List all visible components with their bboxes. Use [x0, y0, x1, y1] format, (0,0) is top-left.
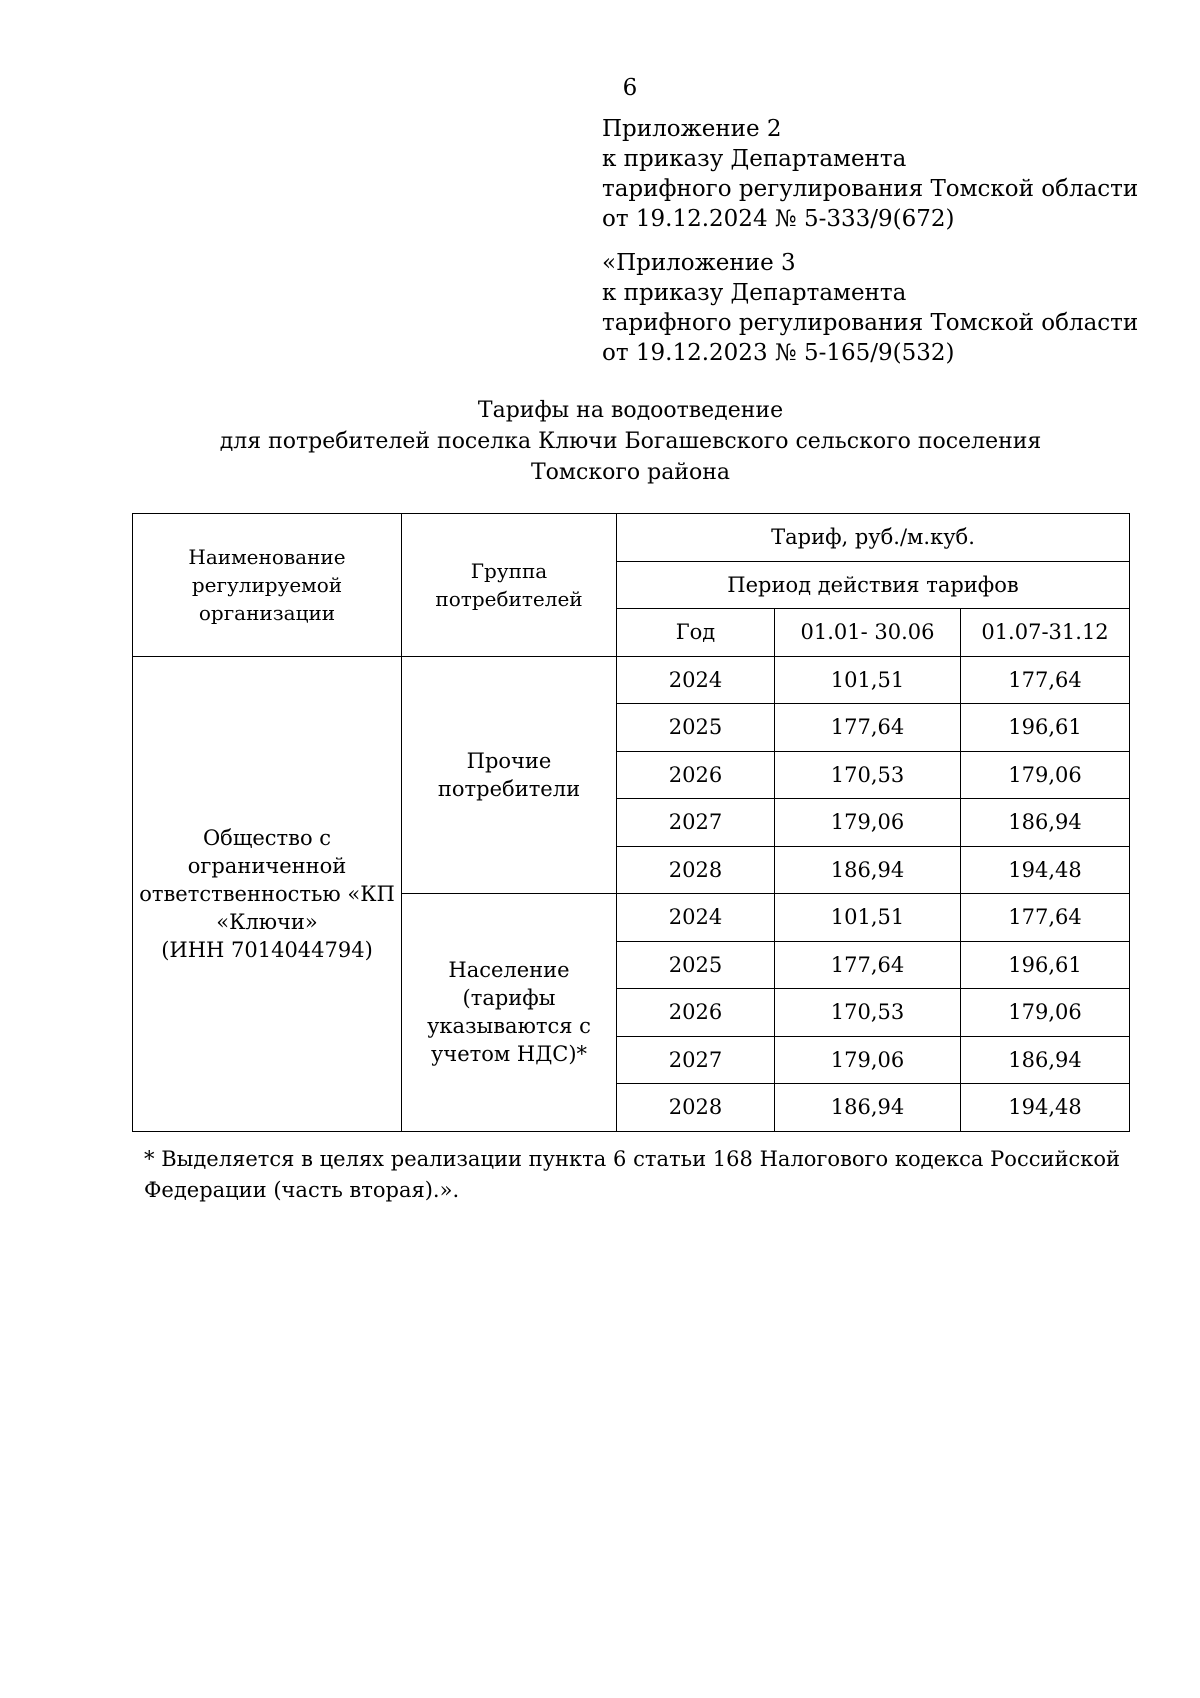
header-org-line2: регулируемой [191, 572, 343, 597]
year-cell: 2027 [617, 1036, 775, 1084]
organization-cell [133, 656, 402, 1131]
appendix-amended-line3: тарифного регулирования Томской области [602, 310, 1139, 336]
org-line3: ответственностью «КП [139, 881, 395, 906]
appendix-amended-line2: к приказу Департамента [602, 280, 907, 306]
tariff-h2-cell: 186,94 [961, 1036, 1130, 1084]
tariff-h2-cell: 186,94 [961, 799, 1130, 847]
footnote: * Выделяется в целях реализации пункта 6 статьи 168 Налогового кодекса Российской Федерации (часть вторая).». [144, 1147, 1120, 1202]
header-year: Год [617, 609, 775, 657]
tariff-h2-cell: 196,61 [961, 704, 1130, 752]
appendix-current-line3: тарифного регулирования Томской области [602, 176, 1139, 202]
header-group-line1: Группа [470, 558, 548, 583]
year-cell: 2027 [617, 799, 775, 847]
header-row-tariff [133, 514, 1130, 562]
tariff-h2-cell: 179,06 [961, 751, 1130, 799]
appendix-current-line1: Приложение 2 [602, 116, 782, 142]
group-other-line1: Прочие [466, 748, 552, 773]
year-cell: 2026 [617, 989, 775, 1037]
header-half1: 01.01- 30.06 [775, 609, 961, 657]
tariff-h1-cell: 177,64 [775, 704, 961, 752]
appendix-current-line4: от 19.12.2024 № 5-333/9(672) [602, 206, 955, 232]
header-org-line3: организации [198, 600, 336, 625]
year-cell: 2025 [617, 941, 775, 989]
tariff-h2-cell: 194,48 [961, 1084, 1130, 1132]
header-group-line2: потребителей [435, 586, 583, 611]
tariff-h1-cell: 179,06 [775, 799, 961, 847]
tariff-h2-cell: 177,64 [961, 894, 1130, 942]
title-line1: Тарифы на водоотведение [477, 398, 784, 423]
group-other-line2: потребители [437, 776, 581, 801]
group-population [402, 894, 617, 1132]
org-line2: ограниченной [187, 853, 347, 878]
title-line3: Томского района [531, 460, 730, 485]
tariff-h1-cell: 101,51 [775, 656, 961, 704]
document-title [132, 395, 1129, 488]
year-cell: 2024 [617, 656, 775, 704]
tariff-h2-cell: 194,48 [961, 846, 1130, 894]
org-line4: «Ключи» [216, 909, 318, 934]
appendix-current-line2: к приказу Департамента [602, 146, 907, 172]
year-cell: 2028 [617, 846, 775, 894]
tariff-h1-cell: 179,06 [775, 1036, 961, 1084]
header-group [402, 514, 617, 657]
tariff-h1-cell: 170,53 [775, 751, 961, 799]
group-population-line4: учетом НДС)* [430, 1042, 588, 1067]
appendix-amended-line4: от 19.12.2023 № 5-165/9(532) [602, 340, 955, 366]
tariff-h2-cell: 177,64 [961, 656, 1130, 704]
year-cell: 2026 [617, 751, 775, 799]
header-period: Период действия тарифов [617, 561, 1130, 609]
tariff-h1-cell: 186,94 [775, 846, 961, 894]
year-cell: 2025 [617, 704, 775, 752]
tariff-h2-cell: 196,61 [961, 941, 1130, 989]
group-other-consumers [402, 656, 617, 894]
appendix-amended-line1: «Приложение 3 [602, 250, 796, 276]
header-organization [133, 514, 402, 657]
page-number: 6 [622, 75, 638, 101]
header-org-line1: Наименование [188, 544, 346, 569]
tariff-table [132, 513, 1130, 1132]
tariff-h2-cell: 179,06 [961, 989, 1130, 1037]
year-cell: 2024 [617, 894, 775, 942]
group-population-line3: указываются с [427, 1014, 591, 1039]
tariff-h1-cell: 177,64 [775, 941, 961, 989]
title-line2: для потребителей поселка Ключи Богашевского сельского поселения [219, 429, 1042, 454]
table-row [133, 656, 1130, 704]
appendix-current-header [602, 114, 1138, 234]
group-population-line2: (тарифы [462, 986, 556, 1011]
org-line1: Общество с [202, 825, 332, 850]
org-line5: (ИНН 7014044794) [161, 937, 373, 962]
header-half2: 01.07-31.12 [961, 609, 1130, 657]
tariff-h1-cell: 101,51 [775, 894, 961, 942]
header-tariff: Тариф, руб./м.куб. [617, 514, 1130, 562]
year-cell: 2028 [617, 1084, 775, 1132]
tariff-h1-cell: 170,53 [775, 989, 961, 1037]
group-population-line1: Население [448, 958, 570, 983]
appendix-amended-header [602, 248, 1138, 368]
tariff-h1-cell: 186,94 [775, 1084, 961, 1132]
